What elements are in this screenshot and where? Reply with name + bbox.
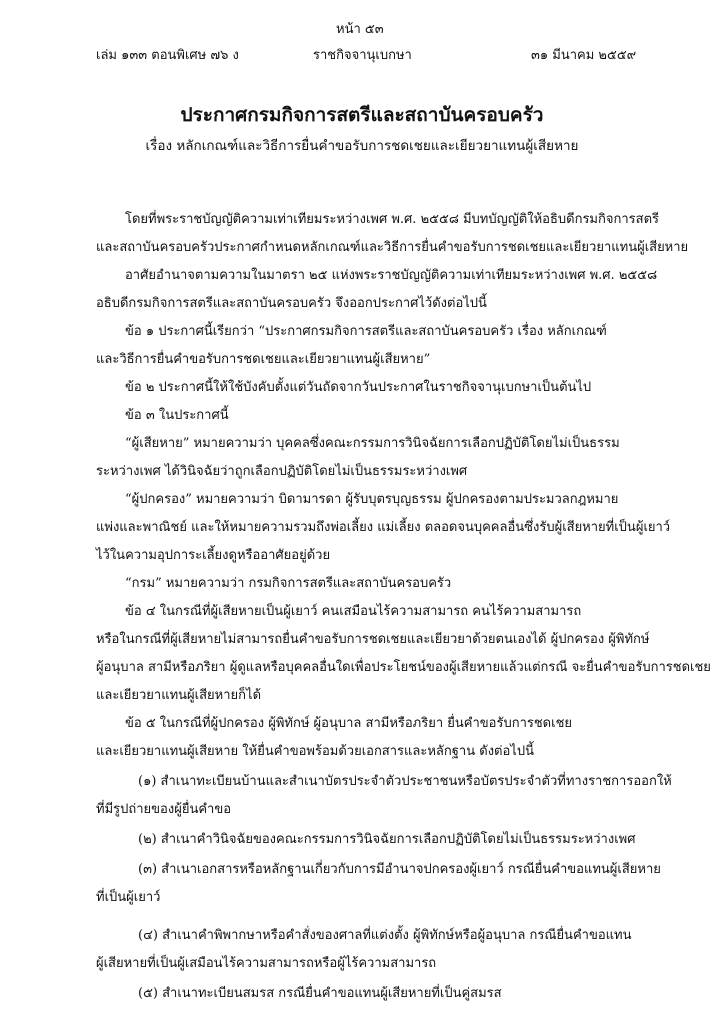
paragraph-line: และสถาบันครอบครัวประกาศกำหนดหลักเกณฑ์และวิธีการยื่นคำขอรับการชดเชยและเยียวยาแทนผู้เสียหาย [96, 240, 689, 255]
list-item: (๑) สำเนาทะเบียนบ้านและสำเนาบัตรประจำตัวประชาชนหรือบัตรประจำตัวที่ทางราชการออกให้ [138, 774, 672, 789]
paragraph-line: ผู้อนุบาล สามีหรือภริยา ผู้ดูแลหรือบุคคลอื่นใดเพื่อประโยชน์ของผู้เสียหายแล้วแต่กรณี จะยื่นคำขอรับการชดเชย [96, 660, 711, 675]
paragraph-line: ข้อ ๕ ในกรณีที่ผู้ปกครอง ผู้พิทักษ์ ผู้อนุบาล สามีหรือภริยา ยื่นคำขอรับการชดเชย [125, 716, 573, 731]
paragraph-line: ไว้ในความอุปการะเลี้ยงดูหรืออาศัยอยู่ด้วย [96, 548, 331, 563]
paragraph-line: “ผู้เสียหาย” หมายความว่า บุคคลซึ่งคณะกรรมการวินิจฉัยการเลือกปฏิบัติโดยไม่เป็นธรรม [125, 436, 620, 451]
volume-info: เล่ม ๑๓๓ ตอนพิเศษ ๗๖ ง [96, 48, 239, 63]
paragraph-line: ข้อ ๓ ในประกาศนี้ [125, 408, 229, 423]
paragraph-line: “ผู้ปกครอง” หมายความว่า บิดามารดา ผู้รับบุตรบุญธรรม ผู้ปกครองตามประมวลกฎหมาย [125, 492, 619, 507]
paragraph-line: หรือในกรณีที่ผู้เสียหายไม่สามารถยื่นคำขอรับการชดเชยและเยียวยาด้วยตนเองได้ ผู้ปกครอง ผู้พิทักษ์ [96, 632, 650, 647]
paragraph-line: ข้อ ๒ ประกาศนี้ให้ใช้บังคับตั้งแต่วันถัดจากวันประกาศในราชกิจจานุเบกษาเป็นต้นไป [125, 380, 592, 395]
publish-date: ๓๑ มีนาคม ๒๕๕๙ [531, 48, 637, 63]
paragraph-line: อธิบดีกรมกิจการสตรีและสถาบันครอบครัว จึงออกประกาศไว้ดังต่อไปนี้ [96, 296, 487, 311]
list-item: (๕) สำเนาทะเบียนสมรส กรณียื่นคำขอแทนผู้เสียหายที่เป็นคู่สมรส [138, 986, 502, 1001]
paragraph-line: แพ่งและพาณิชย์ และให้หมายความรวมถึงพ่อเลี้ยง แม่เลี้ยง ตลอดจนบุคคลอื่นซึ่งรับผู้เสียหายที่เป็นผู้เยาว์ [96, 520, 671, 535]
paragraph-line: ข้อ ๑ ประกาศนี้เรียกว่า “ประกาศกรมกิจการสตรีและสถาบันครอบครัว เรื่อง หลักเกณฑ์ [125, 324, 607, 339]
paragraph-line: และเยียวยาแทนผู้เสียหาย ให้ยื่นคำขอพร้อมด้วยเอกสารและหลักฐาน ดังต่อไปนี้ [96, 744, 534, 759]
document-title: ประกาศกรมกิจการสตรีและสถาบันครอบครัว [180, 104, 544, 126]
document-subject: เรื่อง หลักเกณฑ์และวิธีการยื่นคำขอรับการชดเชยและเยียวยาแทนผู้เสียหาย [145, 138, 579, 154]
list-item: (๔) สำเนาคำพิพากษาหรือคำสั่งของศาลที่แต่งตั้ง ผู้พิทักษ์หรือผู้อนุบาล กรณียื่นคำขอแทน [138, 928, 632, 943]
paragraph-line: โดยที่พระราชบัญญัติความเท่าเทียมระหว่างเพศ พ.ศ. ๒๕๕๘ มีบทบัญญัติให้อธิบดีกรมกิจการสตรี [125, 212, 659, 227]
list-item: (๒) สำเนาคำวินิจฉัยของคณะกรรมการวินิจฉัยการเลือกปฏิบัติโดยไม่เป็นธรรมระหว่างเพศ [138, 832, 636, 847]
paragraph-line: และเยียวยาแทนผู้เสียหายก็ได้ [96, 688, 262, 703]
paragraph-line: และวิธีการยื่นคำขอรับการชดเชยและเยียวยาแทนผู้เสียหาย” [96, 352, 431, 367]
paragraph-line: อาศัยอำนาจตามความในมาตรา ๒๕ แห่งพระราชบัญญัติความเท่าเทียมระหว่างเพศ พ.ศ. ๒๕๕๘ [125, 268, 658, 283]
paragraph-line: ข้อ ๔ ในกรณีที่ผู้เสียหายเป็นผู้เยาว์ คนเสมือนไร้ความสามารถ คนไร้ความสามารถ [125, 604, 582, 619]
paragraph-line: “กรม” หมายความว่า กรมกิจการสตรีและสถาบันครอบครัว [125, 576, 452, 591]
gazette-name: ราชกิจจานุเบกษา [313, 48, 412, 63]
list-item-continuation: ที่มีรูปถ่ายของผู้ยื่นคำขอ [96, 802, 232, 817]
page-number: หน้า ๕๓ [336, 22, 384, 37]
paragraph-line: ระหว่างเพศ ได้วินิจฉัยว่าถูกเลือกปฏิบัติโดยไม่เป็นธรรมระหว่างเพศ [96, 464, 468, 479]
list-item-continuation: ที่เป็นผู้เยาว์ [96, 890, 161, 905]
list-item-continuation: ผู้เสียหายที่เป็นผู้เสมือนไร้ความสามารถหรือผู้ไร้ความสามารถ [96, 956, 437, 971]
list-item: (๓) สำเนาเอกสารหรือหลักฐานเกี่ยวกับการมีอำนาจปกครองผู้เยาว์ กรณียื่นคำขอแทนผู้เสียหาย [138, 862, 661, 877]
